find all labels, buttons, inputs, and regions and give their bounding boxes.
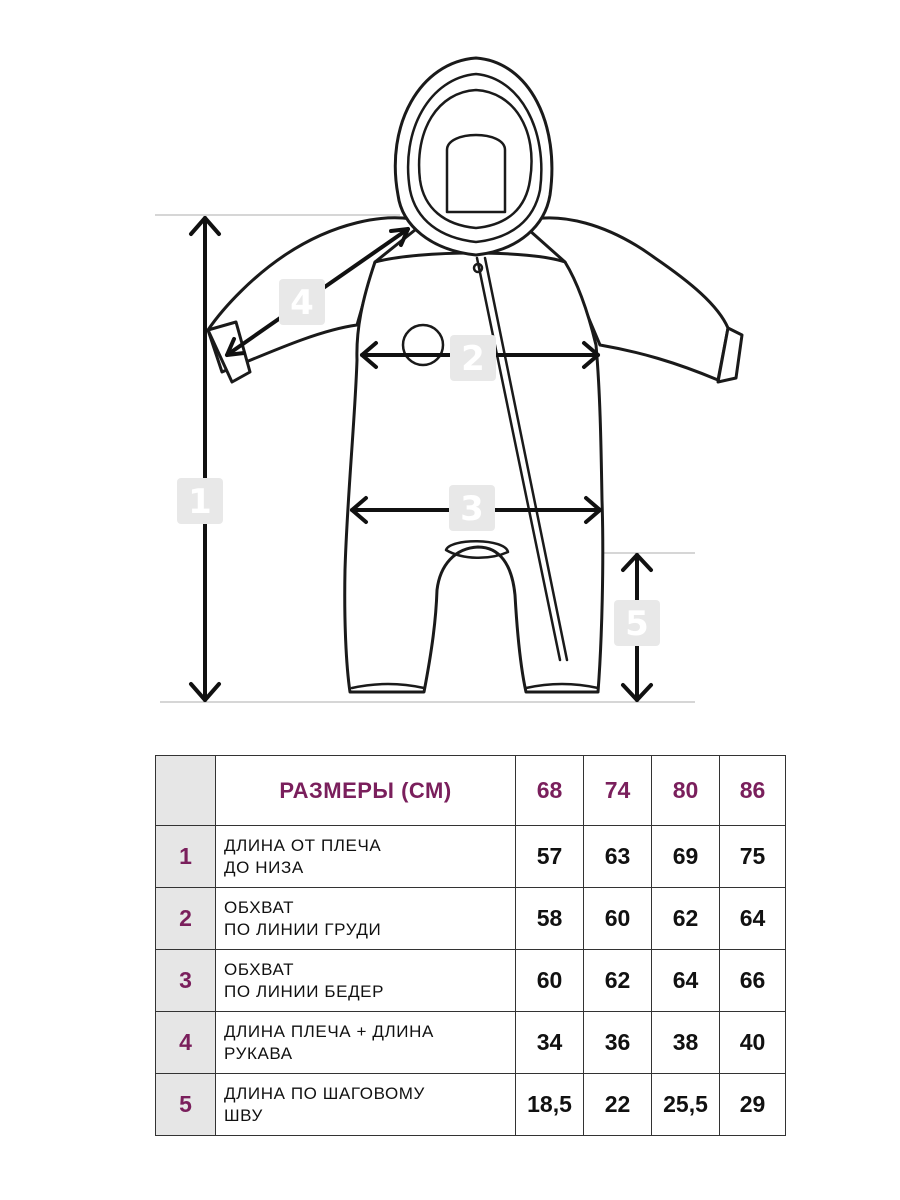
row-label-line: ОБХВАТ — [224, 959, 295, 979]
row-label-line: ДЛИНА ОТ ПЛЕЧА — [224, 835, 382, 855]
table-cell: 29 — [720, 1074, 786, 1136]
table-cell: 64 — [652, 950, 720, 1012]
svg-text:2: 2 — [461, 339, 485, 379]
table-cell: 57 — [516, 826, 584, 888]
table-cell: 64 — [720, 888, 786, 950]
row-number: 2 — [156, 888, 216, 950]
size-header: 74 — [584, 756, 652, 826]
table-title: РАЗМЕРЫ (СМ) — [216, 756, 516, 826]
svg-text:3: 3 — [460, 489, 484, 529]
row-label — [216, 1074, 516, 1136]
row-label-line: ПО ЛИНИИ ГРУДИ — [224, 919, 382, 939]
row-label-line: ОБХВАТ — [224, 897, 295, 917]
badge-1 — [177, 478, 223, 524]
row-label — [216, 1012, 516, 1074]
table-row — [156, 1012, 786, 1074]
row-label-line: ПО ЛИНИИ БЕДЕР — [224, 981, 385, 1001]
badge-2 — [450, 335, 496, 381]
table-cell: 69 — [652, 826, 720, 888]
row-number: 5 — [156, 1074, 216, 1136]
table-cell: 18,5 — [516, 1074, 584, 1136]
table-cell: 62 — [652, 888, 720, 950]
table-corner-cell — [156, 756, 216, 826]
row-number: 3 — [156, 950, 216, 1012]
table-cell: 34 — [516, 1012, 584, 1074]
row-label — [216, 826, 516, 888]
svg-text:1: 1 — [188, 482, 212, 522]
badge-4 — [279, 279, 325, 325]
row-number: 4 — [156, 1012, 216, 1074]
table-cell: 66 — [720, 950, 786, 1012]
table-row — [156, 826, 786, 888]
table-cell: 62 — [584, 950, 652, 1012]
table-cell: 36 — [584, 1012, 652, 1074]
table-row — [156, 950, 786, 1012]
table-row — [156, 1074, 786, 1136]
badge-3 — [449, 485, 495, 531]
table-cell: 60 — [516, 950, 584, 1012]
size-chart-table — [155, 755, 786, 1136]
table-header-row — [156, 756, 786, 826]
table-cell: 25,5 — [652, 1074, 720, 1136]
row-label — [216, 888, 516, 950]
row-label-line: ДЛИНА ПО ШАГОВОМУ — [224, 1083, 425, 1103]
size-header: 86 — [720, 756, 786, 826]
svg-text:5: 5 — [625, 604, 649, 644]
row-label-line: РУКАВА — [224, 1043, 293, 1063]
badge-5 — [614, 600, 660, 646]
table-cell: 40 — [720, 1012, 786, 1074]
size-header: 80 — [652, 756, 720, 826]
row-label-line: ШВУ — [224, 1105, 263, 1125]
table-cell: 63 — [584, 826, 652, 888]
table-cell: 58 — [516, 888, 584, 950]
size-header: 68 — [516, 756, 584, 826]
row-label-line: ДО НИЗА — [224, 857, 304, 877]
row-number: 1 — [156, 826, 216, 888]
table-cell: 38 — [652, 1012, 720, 1074]
row-label — [216, 950, 516, 1012]
svg-text:4: 4 — [290, 283, 314, 323]
table-cell: 60 — [584, 888, 652, 950]
table-cell: 22 — [584, 1074, 652, 1136]
table-row — [156, 888, 786, 950]
measure-1-total-length — [191, 218, 219, 700]
table-cell: 75 — [720, 826, 786, 888]
row-label-line: ДЛИНА ПЛЕЧА + ДЛИНА — [224, 1021, 434, 1041]
